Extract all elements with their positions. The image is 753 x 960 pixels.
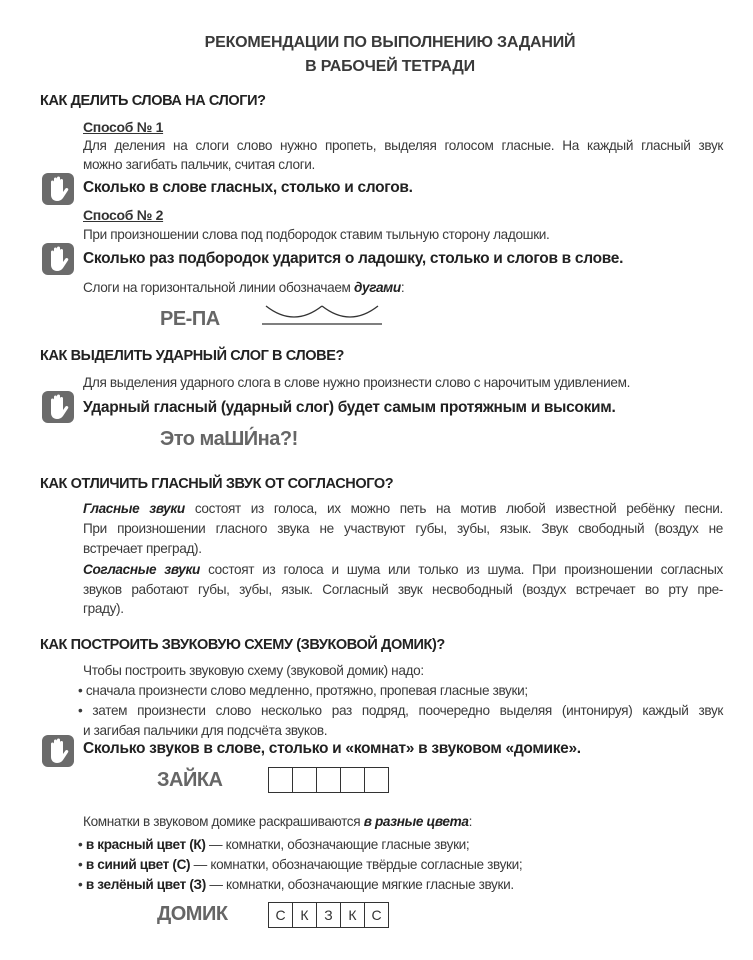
example-domik: ДОМИК [157, 903, 228, 925]
bullet-text: — комнатки, обозначающие гласные звуки; [205, 837, 470, 852]
scheme-bullet: • сначала произнести слово медленно, протяжно, пропевая гласные звуки; [78, 683, 528, 698]
rule-text: Сколько в слове гласных, столько и слогов. [83, 179, 413, 196]
vowels-text [83, 501, 723, 516]
rule-text: Ударный гласный (ударный слог) будет самым протяжным и высоким. [83, 399, 616, 416]
example-zayka: ЗАЙКА [157, 769, 223, 791]
colors-text-main: Комнатки в звуковом домике раскрашиваются [83, 814, 364, 829]
colors-emphasis: в разные цвета [363, 814, 469, 829]
syllable-arcs [262, 300, 384, 328]
arcs-emphasis: дугами [353, 280, 401, 295]
room-cell [317, 768, 341, 792]
bullet-text: — комнатки, обозначающие твёрдые согласные звуки; [190, 857, 523, 872]
stress-text: Для выделения ударного слога в слове нужно произнести слово с нарочитым удивлением. [83, 375, 631, 390]
rule-text: Сколько раз подбородок ударится о ладошку, столько и слогов в слове. [83, 250, 624, 267]
vowels-line: состоят из голоса, их можно петь на мотив любой известной ребёнку песни. [184, 501, 723, 516]
heading-syllables: КАК ДЕЛИТЬ СЛОВА НА СЛОГИ? [40, 93, 266, 109]
scheme-line: Чтобы построить звуковую схему (звуковой домик) надо: [83, 663, 424, 678]
arcs-text-main: Слоги на горизонтальной линии обозначаем [83, 280, 354, 295]
room-cell: К [293, 903, 317, 927]
consonants-line: граду). [83, 601, 124, 616]
method-2-text: При произношении слова под подбородок ставим тыльную сторону ладошки. [83, 227, 550, 242]
sound-house-filled [268, 902, 389, 928]
arc-1 [266, 306, 322, 317]
colors-colon: : [468, 814, 473, 829]
method-1-text: Для деления на слоги слово нужно пропеть, выделяя голосом гласные. На каждый гласный звук [83, 138, 723, 153]
heading-vowel-consonant: КАК ОТЛИЧИТЬ ГЛАСНЫЙ ЗВУК ОТ СОГЛАСНОГО? [40, 476, 394, 492]
consonants-term: Согласные звуки [83, 562, 200, 577]
example-mashina: Это маШИ́на?! [160, 428, 298, 450]
rule-text: Сколько звуков в слове, столько и «комнат» в звуковом «домике». [83, 740, 581, 757]
room-cell: З [317, 903, 341, 927]
color-bullet-green: • в зелёный цвет (З) — комнатки, обозначающие мягкие гласные звуки. [78, 877, 514, 892]
method-1-text: можно загибать пальчик, считая слоги. [83, 157, 315, 172]
vowels-line: встречает преград). [83, 541, 202, 556]
colors-text [83, 814, 472, 829]
room-cell [341, 768, 365, 792]
hand-icon [42, 173, 74, 205]
bullet-term: в красный цвет (К) [85, 837, 206, 852]
heading-stress: КАК ВЫДЕЛИТЬ УДАРНЫЙ СЛОГ В СЛОВЕ? [40, 348, 344, 364]
bullet-term: в синий цвет (С) [85, 857, 191, 872]
room-cell [269, 768, 293, 792]
scheme-bullet: • затем произнести слово несколько раз подряд, поочередно выделяя (интонируя) каждый звук [78, 703, 723, 718]
bullet-text: — комнатки, обозначающие мягкие гласные звуки. [205, 877, 514, 892]
page-title-line-1: РЕКОМЕНДАЦИИ ПО ВЫПОЛНЕНИЮ ЗАДАНИЙ [204, 34, 576, 51]
color-bullet-blue: • в синий цвет (С) — комнатки, обозначающие твёрдые согласные звуки; [78, 857, 523, 872]
method-2-label: Способ № 2 [83, 207, 164, 223]
consonants-line: состоят из голоса и шума или только из шума. При произношении согласных [199, 562, 724, 577]
room-cell [365, 768, 388, 792]
arc-2 [322, 306, 378, 317]
example-repa: РЕ-ПА [160, 308, 220, 330]
consonants-text [83, 562, 723, 577]
arcs-colon: : [400, 280, 405, 295]
room-cell [293, 768, 317, 792]
heading-sound-scheme: КАК ПОСТРОИТЬ ЗВУКОВУЮ СХЕМУ (ЗВУКОВОЙ ДОМИК)? [40, 637, 445, 653]
hand-icon [42, 391, 74, 423]
color-bullet-red: • в красный цвет (К) — комнатки, обозначающие гласные звуки; [78, 837, 470, 852]
hand-icon [42, 243, 74, 275]
page-title-line-2: В РАБОЧЕЙ ТЕТРАДИ [305, 58, 475, 75]
room-cell: С [371, 907, 382, 923]
bullet-term: в зелёный цвет (З) [85, 877, 206, 892]
room-cell: С [269, 903, 293, 927]
room-cell: К [341, 903, 365, 927]
consonants-line: звуков работают губы, зубы, язык. Согласный звук несвободный (воздух встречает во рту пре- [83, 582, 723, 597]
vowels-line: При произношении гласного звука не участвуют губы, зубы, язык. Звук свободный (воздух не [83, 521, 723, 536]
vowels-term: Гласные звуки [83, 501, 185, 516]
scheme-line: и загибая пальчики для подсчёта звуков. [83, 723, 328, 738]
hand-icon [42, 735, 74, 767]
arcs-text [83, 280, 404, 295]
sound-house-empty [268, 767, 389, 793]
method-1-label: Способ № 1 [83, 119, 164, 135]
